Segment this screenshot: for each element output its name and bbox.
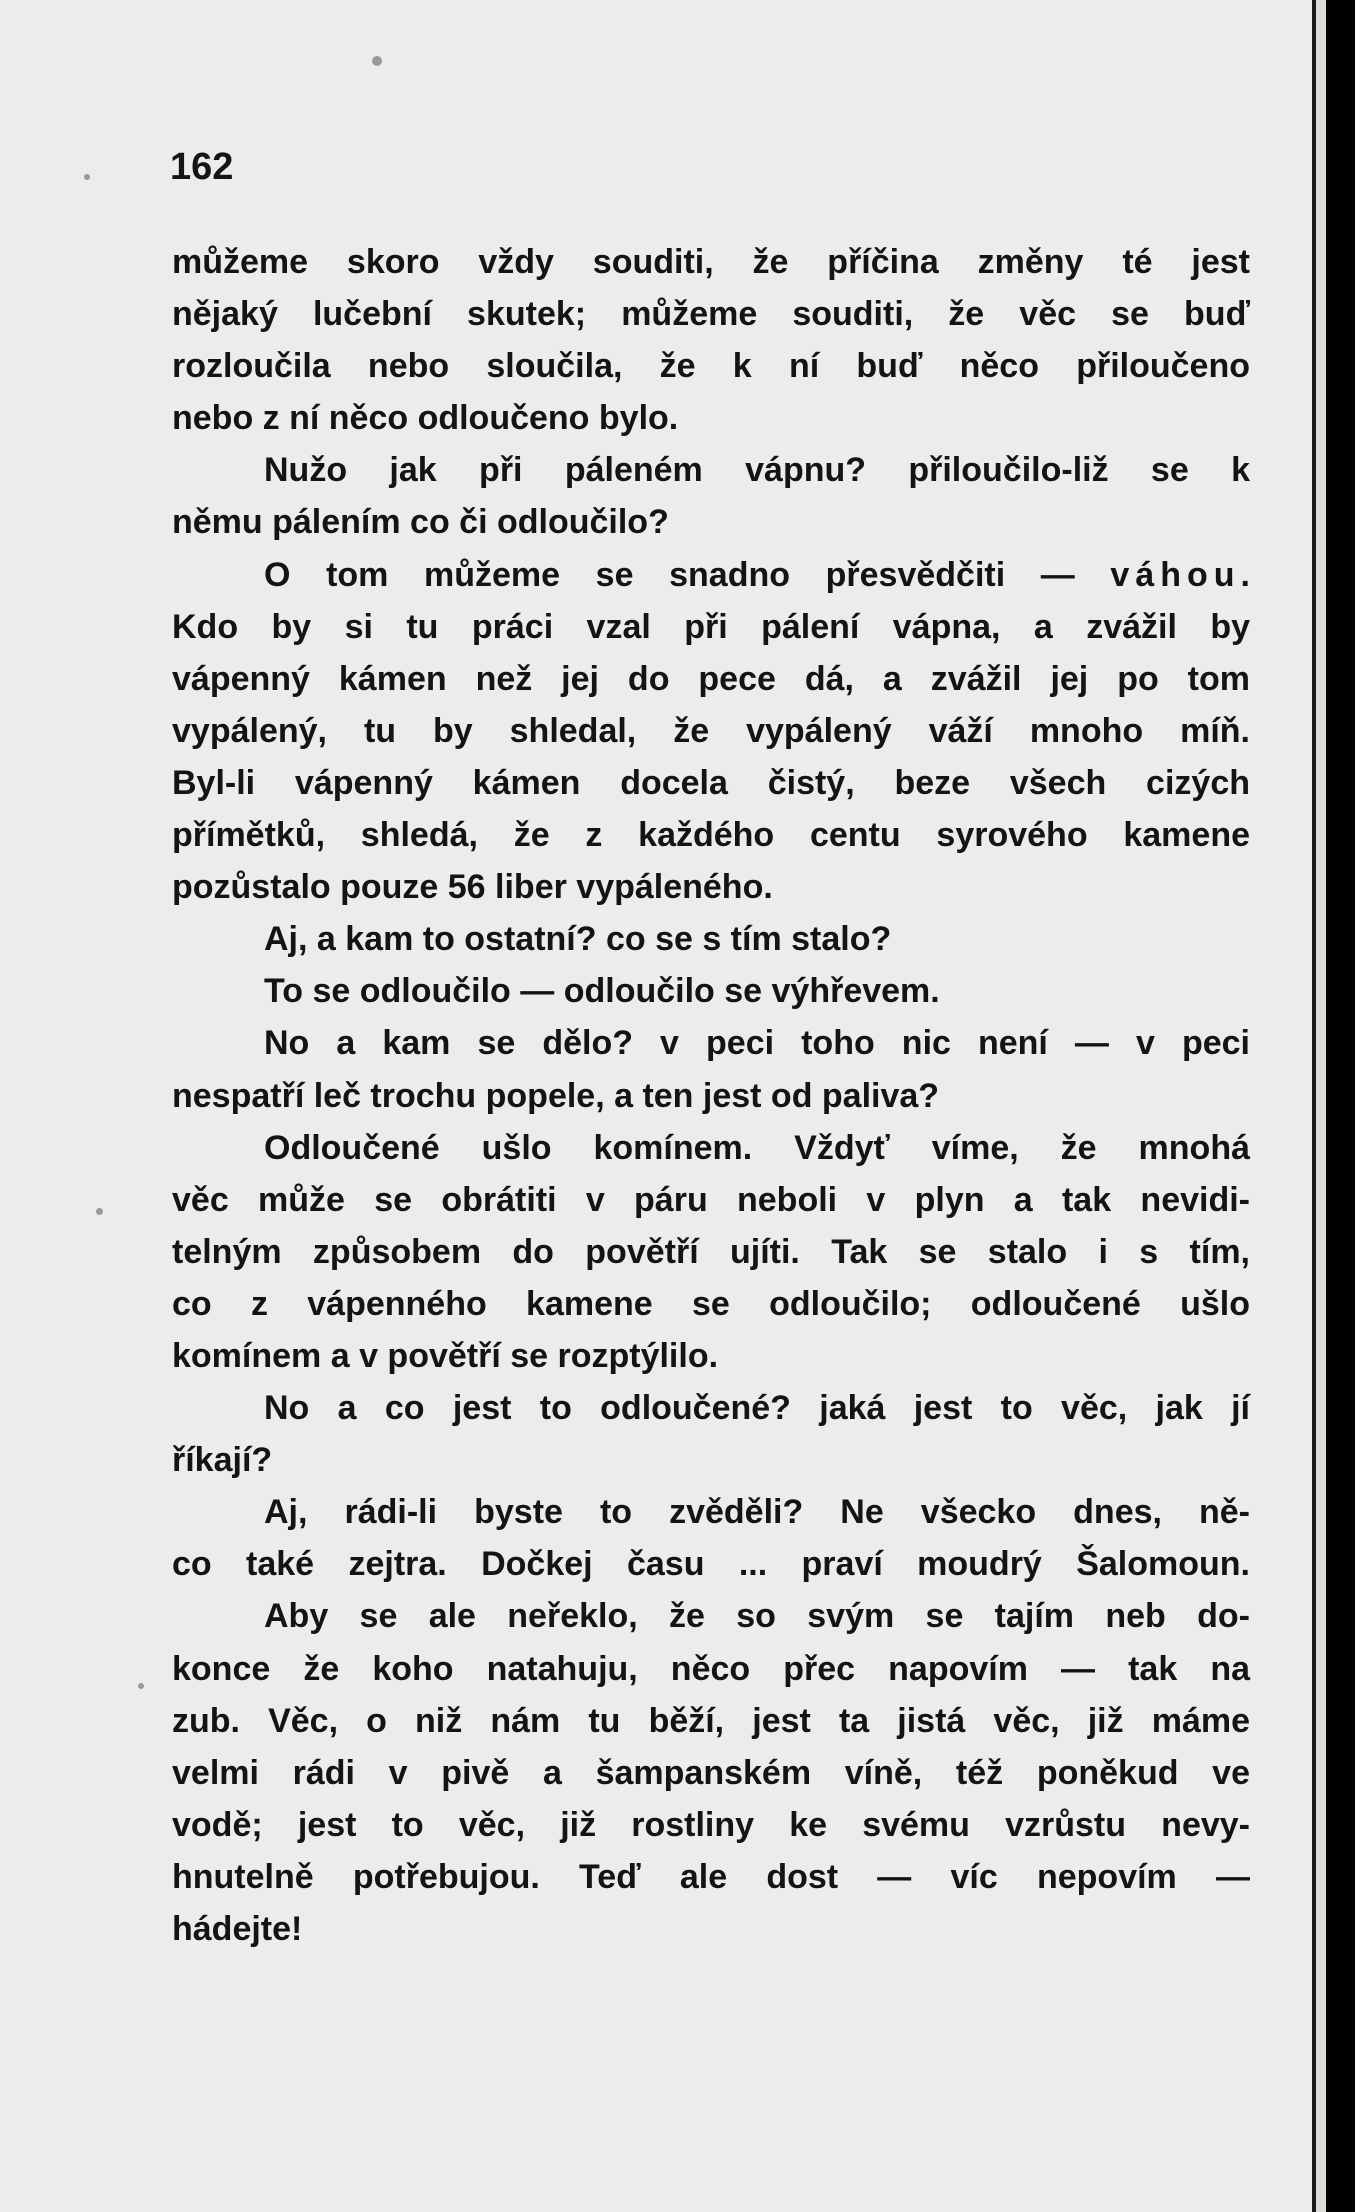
text-line: němu pálením co či odloučilo?	[172, 503, 669, 542]
text-line: komínem a v povětří se rozptýlilo.	[172, 1336, 719, 1375]
text-line: Aj, a kam to ostatní? co se s tím stalo?	[264, 920, 892, 959]
text-line: co z vápenného kamene se odloučilo; odloučené ušlo	[172, 1284, 1250, 1323]
text-line: můžeme skoro vždy souditi, že příčina změny té jest	[172, 243, 1250, 281]
text-line: vodě; jest to věc, již rostliny ke svému vzrůstu nevy-	[172, 1805, 1250, 1844]
text-line: říkají?	[172, 1441, 273, 1480]
text-line: No a kam se dělo? v peci toho nic není — v peci	[264, 1024, 1250, 1063]
text-line: Aj, rádi-li byste to zvěděli? Ne všecko dnes, ně-	[264, 1493, 1250, 1532]
print-speck	[138, 1683, 144, 1689]
print-speck	[96, 1208, 103, 1215]
text-line: nějaký lučební skutek; můžeme souditi, že věc se buď	[172, 295, 1250, 334]
text-line: hádejte!	[172, 1910, 303, 1948]
text-line: co také zejtra. Dočkej času ... praví moudrý Šalomoun.	[172, 1545, 1250, 1584]
text-line: nespatří leč trochu popele, a ten jest od paliva?	[172, 1076, 940, 1115]
text-line: pozůstalo pouze 56 liber vypáleného.	[172, 868, 773, 907]
page-number: 162	[170, 146, 234, 188]
print-speck	[372, 56, 382, 66]
text-line: Aby se ale neřeklo, že so svým se tajím neb do-	[264, 1597, 1250, 1636]
text-line: Odloučené ušlo komínem. Vždyť víme, že mnohá	[264, 1128, 1250, 1167]
print-speck	[84, 174, 90, 180]
text-line: To se odloučilo — odloučilo se výhřevem.	[264, 972, 940, 1011]
text-line: hnutelně potřebujou. Teď ale dost — víc nepovím —	[172, 1857, 1250, 1896]
emphasized-word: váhou	[1110, 555, 1241, 594]
text-line: vypálený, tu by shledal, že vypálený váží mnoho míň.	[172, 711, 1250, 750]
text-line: velmi rádi v pivě a šampanském víně, též poněkud ve	[172, 1753, 1250, 1792]
body-text	[172, 236, 1250, 1955]
text-line: rozloučila nebo sloučila, že k ní buď něco přiloučeno	[172, 347, 1250, 386]
text-line: No a co jest to odloučené? jaká jest to věc, jak jí	[264, 1389, 1250, 1428]
text-line: přímětků, shledá, že z každého centu syrového kamene	[172, 816, 1250, 855]
text-line: O tom můžeme se snadno přesvědčiti — váhou.	[264, 555, 1250, 594]
text-line: vápenný kámen než jej do pece dá, a zvážil jej po tom	[172, 659, 1250, 698]
text-line: nebo z ní něco odloučeno bylo.	[172, 399, 679, 438]
text-line: zub. Věc, o niž nám tu běží, jest ta jistá věc, již máme	[172, 1701, 1250, 1740]
text-line: telným způsobem do povětří ujíti. Tak se stalo i s tím,	[172, 1232, 1250, 1271]
text-line: Byl-li vápenný kámen docela čistý, beze všech cizých	[172, 763, 1250, 802]
page-edge-gap	[1316, 0, 1326, 2212]
text-line: Kdo by si tu práci vzal při pálení vápna, a zvážil by	[172, 607, 1250, 646]
text-line: Nužo jak při páleném vápnu? přiloučilo-liž se k	[264, 451, 1250, 490]
text-line: konce že koho natahuju, něco přec napovím — tak na	[172, 1649, 1250, 1688]
text-line: věc může se obrátiti v páru neboli v plyn a tak nevidi-	[172, 1180, 1250, 1219]
